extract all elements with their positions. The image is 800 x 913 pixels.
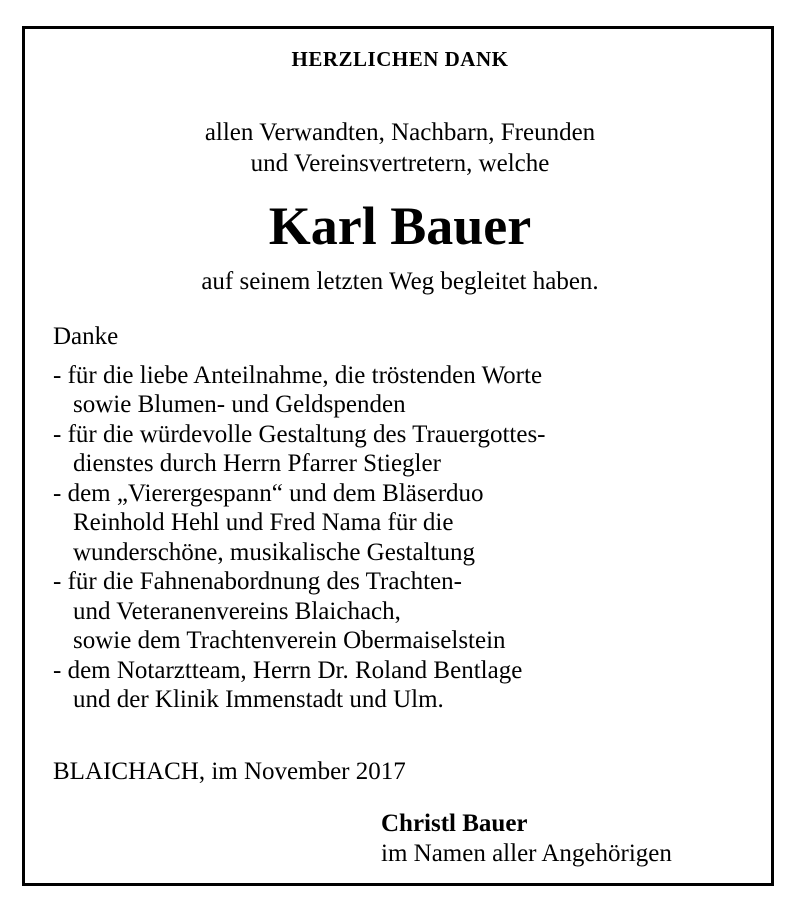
thanks-item-line: dienstes durch Herrn Pfarrer Stiegler: [73, 450, 441, 477]
outro-text: auf seinem letzten Weg begleitet haben.: [201, 268, 599, 295]
thanks-item-line: Reinhold Hehl und Fred Nama für die: [73, 509, 454, 536]
thanks-label: Danke: [53, 323, 119, 350]
thanks-item-line: und Veteranenvereins Blaichach,: [73, 597, 401, 625]
thanks-item: [53, 361, 753, 420]
thanks-item-line: - für die Fahnenabordnung des Trachten-: [53, 568, 462, 595]
thanks-item: [53, 656, 753, 715]
notice-heading: HERZLICHEN DANK: [291, 47, 509, 71]
thanks-item: [53, 567, 753, 656]
thanks-item-line: - für die würdevolle Gestaltung des Trauergottes-: [53, 420, 546, 448]
thanks-item-line: - dem „Vierergespann“ und dem Bläserduo: [53, 479, 484, 507]
deceased-name: Karl Bauer: [268, 196, 532, 256]
thanks-item-line: - für die liebe Anteilnahme, die tröstenden Worte: [53, 361, 543, 389]
thanks-item: [53, 420, 753, 479]
place-date: BLAICHACH, im November 2017: [53, 758, 406, 785]
thanks-item-line: - dem Notarztteam, Herrn Dr. Roland Bentlage: [53, 656, 523, 684]
thanks-item: [53, 479, 753, 568]
thanks-list: [53, 322, 753, 715]
intro-line-2: und Vereinsvertretern, welche: [250, 150, 550, 177]
intro-text: [0, 117, 800, 179]
signer-name: Christl Bauer: [381, 810, 528, 837]
thanks-item-line: und der Klinik Immenstadt und Ulm.: [73, 686, 444, 713]
intro-line-1: allen Verwandten, Nachbarn, Freunden: [204, 119, 596, 146]
thanks-item-line: wunderschöne, musikalische Gestaltung: [73, 538, 475, 566]
thanks-item-line: sowie Blumen- und Geldspenden: [73, 391, 406, 418]
signer-subtitle: im Namen aller Angehörigen: [381, 840, 672, 867]
thanks-item-line: sowie dem Trachtenverein Obermaiselstein: [73, 627, 506, 654]
